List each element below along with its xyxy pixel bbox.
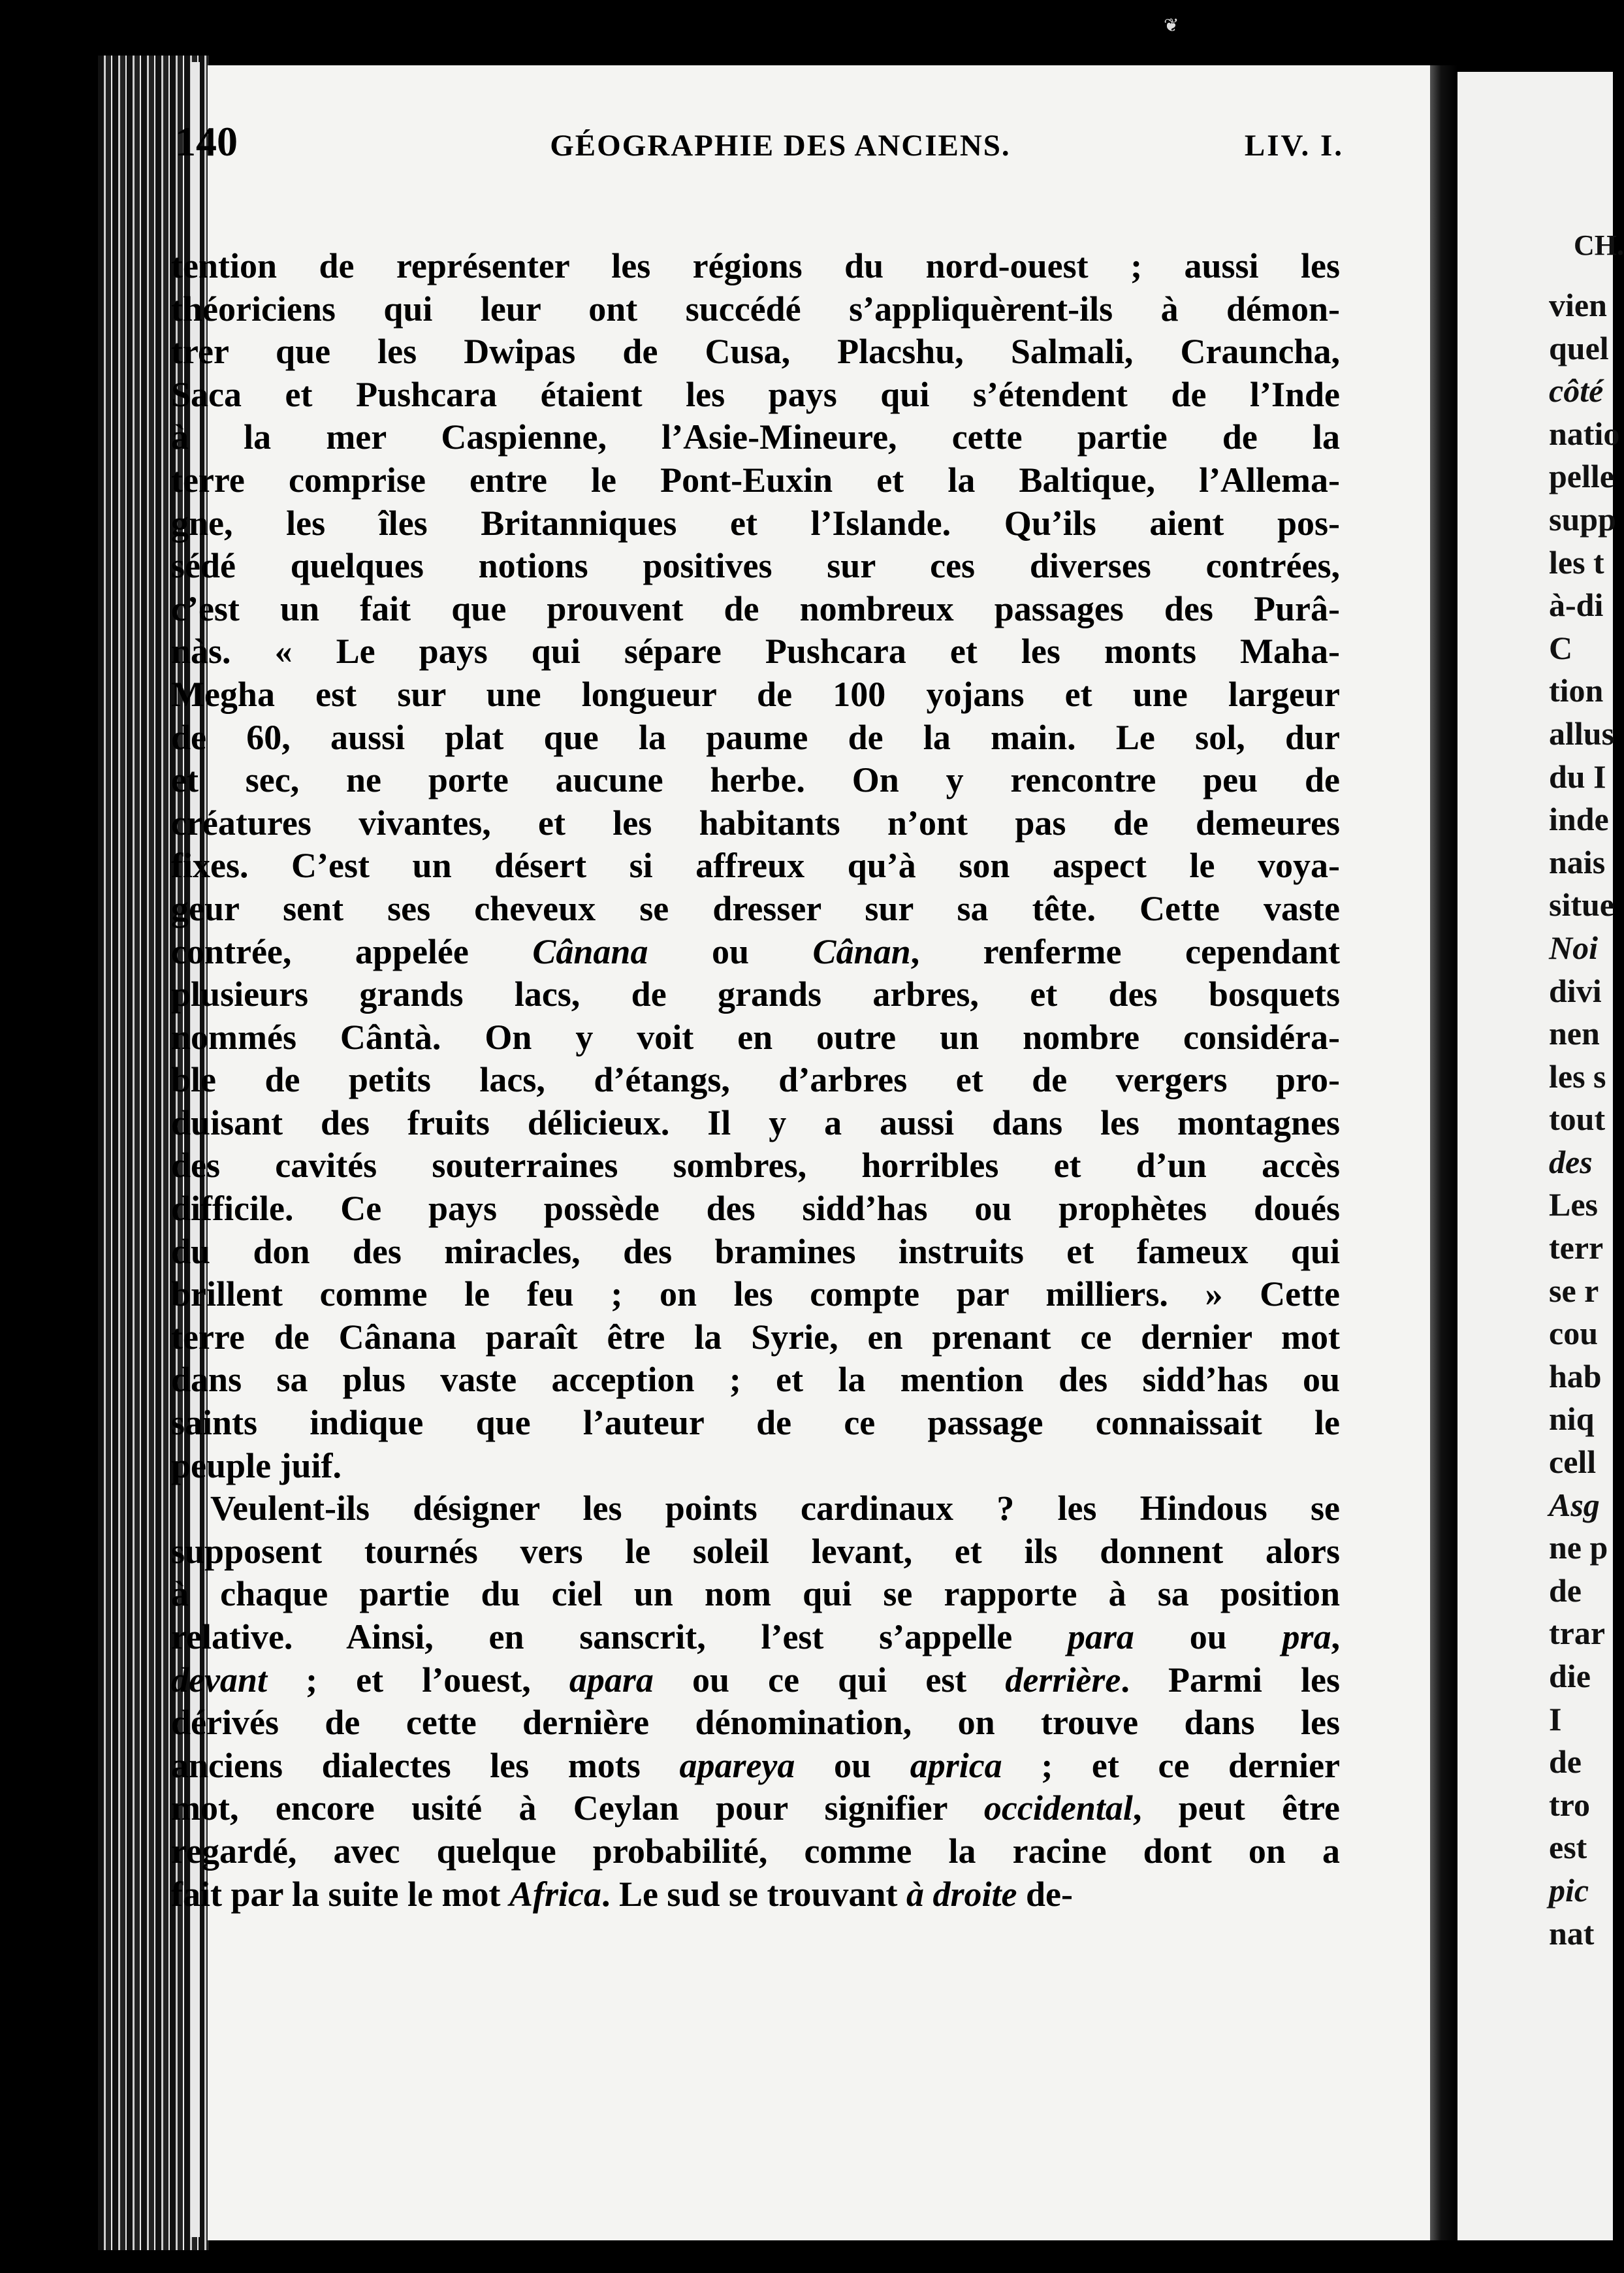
facing-page-line: tout: [1549, 1101, 1606, 1138]
facing-page-line: inde: [1549, 801, 1609, 838]
running-head: [175, 118, 1344, 176]
text-line: brillent comme le feu ; on les compte par milliers. » Cette: [171, 1274, 1340, 1314]
text-line: anciens dialectes les mots apareya ou aprica ; et ce dernier: [171, 1745, 1341, 1785]
facing-page-line: I: [1549, 1700, 1562, 1737]
text-line: fait par la suite le mot Africa. Le sud se trouvant à droite de-: [171, 1874, 1073, 1914]
text-line: tention de représenter les régions du nord-ouest ; aussi les: [171, 246, 1340, 285]
text-line: difficile. Ce pays possède des sidd’has ou prophètes doués: [171, 1189, 1340, 1229]
facing-page-line: les s: [1549, 1057, 1606, 1095]
text-line: du don des miracles, des bramines instruits et fameux qui: [171, 1231, 1340, 1271]
facing-page-line: terr: [1549, 1229, 1604, 1266]
text-line: et sec, ne porte aucune herbe. On y rencontre peu de: [171, 760, 1340, 800]
text-line: créatures vivantes, et les habitants n’ont pas de demeures: [171, 803, 1340, 843]
facing-page-line: les t: [1549, 543, 1604, 581]
text-line: peuple juif.: [171, 1445, 342, 1485]
text-line: Veulent-ils désigner les points cardinaux ? les Hindous se: [210, 1489, 1340, 1528]
text-line: fixes. C’est un désert si affreux qu’à son aspect le voya-: [171, 846, 1340, 886]
text-line: Megha est sur une longueur de 100 yojans et une largeur: [171, 674, 1340, 714]
facing-page-line: nen: [1549, 1015, 1600, 1052]
text-line: dérivés de cette dernière dénomination, on trouve dans les: [171, 1703, 1340, 1743]
text-line: duisant des fruits délicieux. Il y a aussi dans les montagnes: [171, 1103, 1340, 1142]
facing-page: [1457, 72, 1624, 2240]
facing-page-line: côté: [1549, 372, 1604, 410]
facing-page-line: cou: [1549, 1315, 1598, 1352]
body-text: [171, 245, 1340, 1916]
text-line: nommés Cântà. On y voit en outre un nombre considéra-: [171, 1017, 1340, 1057]
text-line: regardé, avec quelque probabilité, comme la racine dont on a: [171, 1831, 1340, 1871]
facing-page-line: à-di: [1549, 587, 1604, 624]
facing-page-line: trar: [1549, 1615, 1606, 1652]
facing-page-line: die: [1549, 1658, 1591, 1694]
text-line: devant ; et l’ouest, apara ou ce qui est derrière. Parmi les: [171, 1660, 1340, 1700]
scan-mark-icon: ❦: [1164, 16, 1179, 36]
facing-page-line: allus: [1549, 715, 1615, 752]
running-title: GÉOGRAPHIE DES ANCIENS.: [550, 129, 1011, 163]
facing-page-line: quel: [1549, 329, 1609, 366]
facing-page-line: supp: [1549, 500, 1616, 538]
facing-page-line: ne p: [1549, 1529, 1608, 1566]
text-line: terre comprise entre le Pont-Euxin et la Baltique, l’Allema-: [171, 460, 1340, 500]
facing-page-line: cell: [1549, 1443, 1597, 1481]
facing-page-line: Asg: [1549, 1486, 1600, 1523]
facing-page-line: de: [1549, 1743, 1582, 1781]
facing-page-line: de: [1549, 1572, 1582, 1609]
facing-page-line: tion: [1549, 672, 1604, 709]
facing-page-head: CH.: [1574, 229, 1624, 261]
facing-page-line: C: [1549, 629, 1573, 666]
facing-page-line: Les: [1549, 1186, 1598, 1223]
text-line: saints indique que l’auteur de ce passage connaissait le: [171, 1403, 1340, 1443]
text-line: relative. Ainsi, en sanscrit, l’est s’appelle para ou pra,: [171, 1617, 1340, 1656]
text-line: Saca et Pushcara étaient les pays qui s’étendent de l’Inde: [171, 374, 1340, 414]
facing-page-line: vien: [1549, 287, 1607, 323]
text-line: à la mer Caspienne, l’Asie-Mineure, cette partie de la: [171, 417, 1340, 457]
text-line: supposent tournés vers le soleil levant, et ils donnent alors: [171, 1531, 1340, 1571]
text-line: plusieurs grands lacs, de grands arbres, et des bosquets: [171, 975, 1340, 1014]
text-line: trer que les Dwipas de Cusa, Placshu, Salmali, Crauncha,: [171, 332, 1340, 372]
facing-page-line: du I: [1549, 758, 1606, 795]
text-line: c’est un fait que prouvent de nombreux passages des Purâ-: [171, 588, 1340, 628]
text-line: théoriciens qui leur ont succédé s’appliquèrent-ils à démon-: [171, 289, 1340, 329]
facing-page-line: hab: [1549, 1357, 1602, 1394]
facing-page-line: niq: [1549, 1400, 1595, 1438]
facing-page-line: se r: [1549, 1272, 1599, 1309]
book-number: LIV. I.: [1244, 129, 1344, 163]
text-line: nàs. « Le pays qui sépare Pushcara et les monts Maha-: [171, 632, 1340, 671]
facing-page-line: pic: [1549, 1871, 1589, 1909]
facing-page-line: divi: [1549, 972, 1602, 1009]
text-line: ble de petits lacs, d’étangs, d’arbres et de vergers pro-: [171, 1060, 1340, 1100]
text-line: geur sent ses cheveux se dresser sur sa tête. Cette vaste: [171, 888, 1340, 928]
page-divider: [1430, 65, 1457, 2240]
facing-page-line: Noi: [1549, 929, 1598, 966]
text-line: terre de Cânana paraît être la Syrie, en prenant ce dernier mot: [171, 1317, 1340, 1357]
page-number: 140: [175, 118, 238, 165]
facing-page-line: des: [1549, 1143, 1593, 1180]
facing-page-text: [1549, 284, 1619, 1955]
text-line: gne, les îles Britanniques et l’Islande. Qu’ils aient pos-: [171, 503, 1340, 543]
facing-page-line: natio: [1549, 415, 1620, 452]
text-line: des cavités souterraines sombres, horribles et d’un accès: [171, 1146, 1340, 1185]
text-line: à chaque partie du ciel un nom qui se rapporte à sa position: [171, 1574, 1340, 1614]
facing-page-line: tro: [1549, 1786, 1590, 1823]
text-line: de 60, aussi plat que la paume de la main. Le sol, dur: [171, 717, 1340, 757]
facing-page-line: situe: [1549, 886, 1614, 924]
text-line: dans sa plus vaste acception ; et la mention des sidd’has ou: [171, 1360, 1340, 1400]
text-line: sédé quelques notions positives sur ces diverses contrées,: [171, 546, 1340, 586]
text-line: mot, encore usité à Ceylan pour signifier occidental, peut être: [171, 1788, 1340, 1828]
facing-page-line: pelle: [1549, 458, 1614, 495]
text-line: contrée, appelée Cânana ou Cânan, renferme cependant: [171, 931, 1340, 971]
facing-page-line: nais: [1549, 843, 1606, 880]
facing-page-line: nat: [1549, 1914, 1595, 1952]
facing-page-line: est: [1549, 1829, 1587, 1866]
